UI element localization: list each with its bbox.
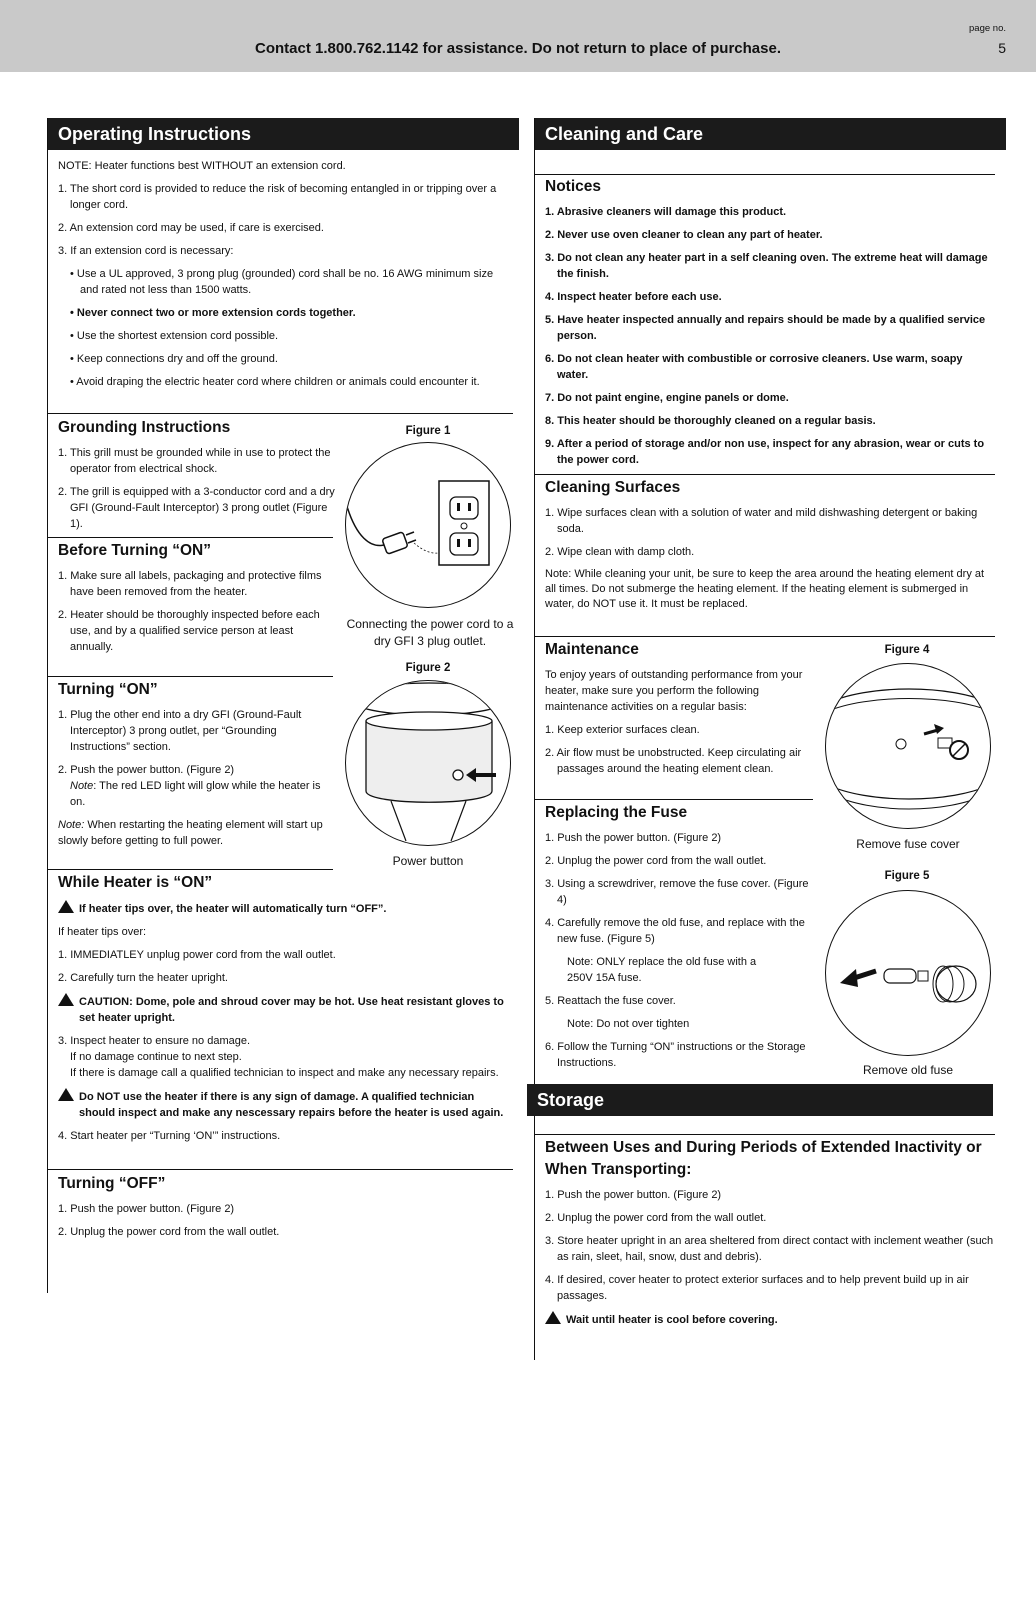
damage-warning [58, 1088, 513, 1121]
divider [48, 1169, 513, 1170]
storage-warning [545, 1311, 997, 1328]
notice-8: 8. This heater should be thoroughly cleaned on a regular basis. [545, 415, 876, 428]
cleaning-surfaces-section [545, 477, 997, 619]
right-column [534, 118, 1006, 1360]
storage-item-3: 3. Store heater upright in an area sheltered from direct contact with inclement weather (such as rain, sleet, hail, snow, dust and debris). [545, 1235, 994, 1263]
surfaces-item-1: 1. Wipe surfaces clean with a solution of water and mild dishwashing detergent or baking soda. [545, 507, 978, 536]
notices-section [545, 176, 995, 475]
tips-over-label: If heater tips over: [58, 926, 147, 939]
cleaning-care-banner: Cleaning and Care [535, 118, 1006, 150]
bullet-keep-dry: • Keep connections dry and off the ground. [70, 353, 278, 365]
figure-5-title: Figure 5 [884, 870, 930, 882]
fuse-item-5: 5. Reattach the fuse cover. [545, 995, 676, 1008]
while-on-title: While Heater is “ON” [58, 874, 213, 891]
turning-on-restart-note [58, 817, 326, 849]
maintenance-item-1: 1. Keep exterior surfaces clean. [545, 724, 700, 737]
warning-text: Do NOT use the heater if there is any sign of damage. A qualified technician should inspect and make any nescessary repairs before the heater is used again. [79, 1091, 504, 1120]
fuse-note-1: Note: ONLY replace the old fuse with a 250V 15A fuse. [567, 956, 757, 985]
outlet-plug-icon [346, 443, 511, 608]
notice-7: 7. Do not paint engine, engine panels or dome. [545, 392, 789, 405]
before-on-section [58, 540, 326, 662]
fuse-item-3: 3. Using a screwdriver, remove the fuse cover. (Figure 4) [545, 878, 809, 907]
inspect-no-damage: If no damage continue to next step. [70, 1051, 242, 1064]
header-bar [0, 0, 1036, 72]
grounding-title: Grounding Instructions [58, 419, 231, 436]
notice-1: 1. Abrasive cleaners will damage this product. [545, 206, 787, 219]
turning-on-section [58, 679, 326, 856]
fuse-item-6: 6. Follow the Turning “ON” instructions or the Storage Instructions. [545, 1041, 806, 1070]
grounding-section [58, 417, 336, 539]
notice-2: 2. Never use oven cleaner to clean any part of heater. [545, 229, 823, 242]
notice-3: 3. Do not clean any heater part in a self cleaning oven. The extreme heat will damage the finish. [545, 252, 988, 281]
figure-1-caption: Connecting the power cord to a dry GFI 3 plug outlet. [346, 617, 514, 648]
operating-item-2: 2. An extension cord may be used, if care is exercised. [58, 222, 324, 234]
left-column [47, 118, 519, 1293]
maintenance-section [545, 639, 807, 784]
figure-5-caption: Remove old fuse [862, 1063, 954, 1077]
while-on-item-3: 3. Inspect heater to ensure no damage. [58, 1035, 251, 1048]
note-label: Note: [58, 819, 85, 832]
divider [48, 537, 333, 538]
before-on-item-2: 2. Heater should be thoroughly inspected before each use, and by a qualified service person at least annually. [58, 609, 320, 654]
figure-5-illustration [825, 890, 991, 1056]
warning-text: Wait until heater is cool before covering. [566, 1314, 778, 1326]
maintenance-title: Maintenance [545, 641, 639, 658]
operating-item-3: 3. If an extension cord is necessary: [58, 245, 234, 257]
warning-icon [58, 900, 74, 913]
divider [535, 1134, 995, 1135]
notices-title: Notices [545, 178, 601, 195]
bullet-shortest-cord: • Use the shortest extension cord possible. [70, 330, 279, 342]
turning-off-item-1: 1. Push the power button. (Figure 2) [58, 1203, 235, 1216]
turning-on-item-2: 2. Push the power button. (Figure 2) [58, 764, 235, 777]
page-number: 5 [998, 40, 1006, 56]
figure-2-title: Figure 2 [405, 662, 451, 674]
operating-instructions-banner: Operating Instructions [48, 118, 519, 150]
storage-banner: Storage [527, 1084, 993, 1116]
grounding-item-2: 2. The grill is equipped with a 3-conductor cord and a dry GFI (Ground-Fault Interceptor) 3 prong outlet (Figure 1). [58, 486, 335, 531]
bullet-ul-cord: • Use a UL approved, 3 prong plug (grounded) cord shall be no. 16 AWG minimum size and rated not less than 1500 watts. [70, 268, 494, 296]
figure-2-illustration [345, 680, 511, 846]
warning-text: If heater tips over, the heater will automatically turn “OFF”. [79, 903, 387, 916]
fuse-section [545, 802, 817, 1078]
contact-line: Contact 1.800.762.1142 for assistance. Do not return to place of purchase. [254, 40, 782, 57]
figure-4-title: Figure 4 [884, 644, 930, 656]
divider [535, 799, 813, 800]
divider [535, 474, 995, 475]
divider [48, 869, 333, 870]
fuse-note-2: Note: Do not over tighten [567, 1018, 690, 1031]
page-number-label: page no. [969, 23, 1006, 34]
fuse-item-4: 4. Carefully remove the old fuse, and replace with the new fuse. (Figure 5) [545, 917, 805, 946]
while-on-section [58, 872, 513, 1151]
warning-icon [545, 1311, 561, 1324]
turning-on-led-note [58, 778, 326, 810]
surfaces-item-2: 2. Wipe clean with damp cloth. [545, 546, 695, 559]
maintenance-item-2: 2. Air flow must be unobstructed. Keep circulating air passages around the heating element clean. [545, 747, 802, 776]
inspect-damage: If there is damage call a qualified technician to inspect and make any necessary repairs. [70, 1067, 499, 1080]
figure-4-caption: Remove fuse cover [856, 837, 960, 851]
note-text: When restarting the heating element will start up slowly before getting to full power. [58, 819, 323, 848]
note-text: : The red LED light will glow while the heater is on. [70, 780, 321, 809]
fuse-item-2: 2. Unplug the power cord from the wall outlet. [545, 855, 767, 868]
while-on-item-4: 4. Start heater per “Turning ‘ON’” instructions. [58, 1130, 281, 1143]
cleaning-surfaces-title: Cleaning Surfaces [545, 479, 681, 496]
fuse-item-1: 1. Push the power button. (Figure 2) [545, 832, 722, 845]
turning-on-item-1: 1. Plug the other end into a dry GFI (Ground-Fault Interceptor) 3 prong outlet, per “Grounding Instructions” section. [58, 709, 302, 754]
before-on-title: Before Turning “ON” [58, 542, 211, 559]
while-on-item-2: 2. Carefully turn the heater upright. [58, 972, 228, 985]
turning-on-title: Turning “ON” [58, 681, 158, 698]
bullet-never-connect: • Never connect two or more extension cords together. [70, 307, 356, 319]
divider [48, 676, 333, 677]
figure-1-title: Figure 1 [405, 425, 451, 437]
notice-6: 6. Do not clean heater with combustible or corrosive cleaners. Use warm, soapy water. [545, 353, 963, 382]
divider [48, 413, 513, 414]
warning-text: CAUTION: Dome, pole and shroud cover may be hot. Use heat resistant gloves to set heater upright. [79, 996, 504, 1025]
storage-item-2: 2. Unplug the power cord from the wall outlet. [545, 1212, 767, 1224]
notice-4: 4. Inspect heater before each use. [545, 291, 722, 304]
notice-9: 9. After a period of storage and/or non use, inspect for any abrasion, wear or cuts to the power cord. [545, 438, 985, 467]
fuse-title: Replacing the Fuse [545, 804, 688, 821]
note-label: Note [70, 780, 94, 793]
bullet-avoid-draping: • Avoid draping the electric heater cord where children or animals could encounter it. [70, 376, 480, 388]
storage-section [545, 1137, 997, 1335]
power-button-diagram [346, 681, 511, 846]
warning-icon [58, 993, 74, 1006]
figure-2-caption: Power button [392, 854, 464, 868]
fuse-cover-diagram [826, 664, 991, 829]
divider [535, 636, 995, 637]
turning-off-section [58, 1173, 513, 1247]
turning-off-item-2: 2. Unplug the power cord from the wall outlet. [58, 1226, 280, 1239]
operating-note: NOTE: Heater functions best WITHOUT an extension cord. [58, 160, 346, 172]
old-fuse-diagram [826, 891, 991, 1056]
before-on-item-1: 1. Make sure all labels, packaging and protective films have been removed from the heater. [58, 570, 322, 599]
storage-item-4: 4. If desired, cover heater to protect exterior surfaces and to help prevent build up in air passages. [545, 1274, 969, 1302]
divider [535, 174, 995, 175]
maintenance-intro: To enjoy years of outstanding performance from your heater, make sure you perform the following maintenance activities on a regular basis: [545, 669, 803, 714]
tip-over-warning [58, 900, 513, 917]
storage-subtitle: Between Uses and During Periods of Extended Inactivity or When Transporting: [545, 1139, 982, 1178]
caution-warning [58, 993, 513, 1026]
operating-item-1: 1. The short cord is provided to reduce the risk of becoming entangled in or tripping over a longer cord. [58, 183, 497, 211]
surfaces-note: Note: While cleaning your unit, be sure to keep the area around the heating element dry at all times. Do not submerge the heating element. If the heating element is submerged in water, do NOT use it. It must be replaced. [545, 568, 985, 611]
warning-icon [58, 1088, 74, 1101]
grounding-item-1: 1. This grill must be grounded while in use to protect the operator from electrical shock. [58, 447, 331, 476]
figure-1-illustration [345, 442, 511, 608]
operating-body [58, 158, 508, 397]
while-on-item-1: 1. IMMEDIATLEY unplug power cord from the wall outlet. [58, 949, 336, 962]
figure-4-illustration [825, 663, 991, 829]
notice-5: 5. Have heater inspected annually and repairs should be made by a qualified service person. [545, 314, 986, 343]
storage-item-1: 1. Push the power button. (Figure 2) [545, 1189, 722, 1201]
turning-off-title: Turning “OFF” [58, 1175, 166, 1192]
